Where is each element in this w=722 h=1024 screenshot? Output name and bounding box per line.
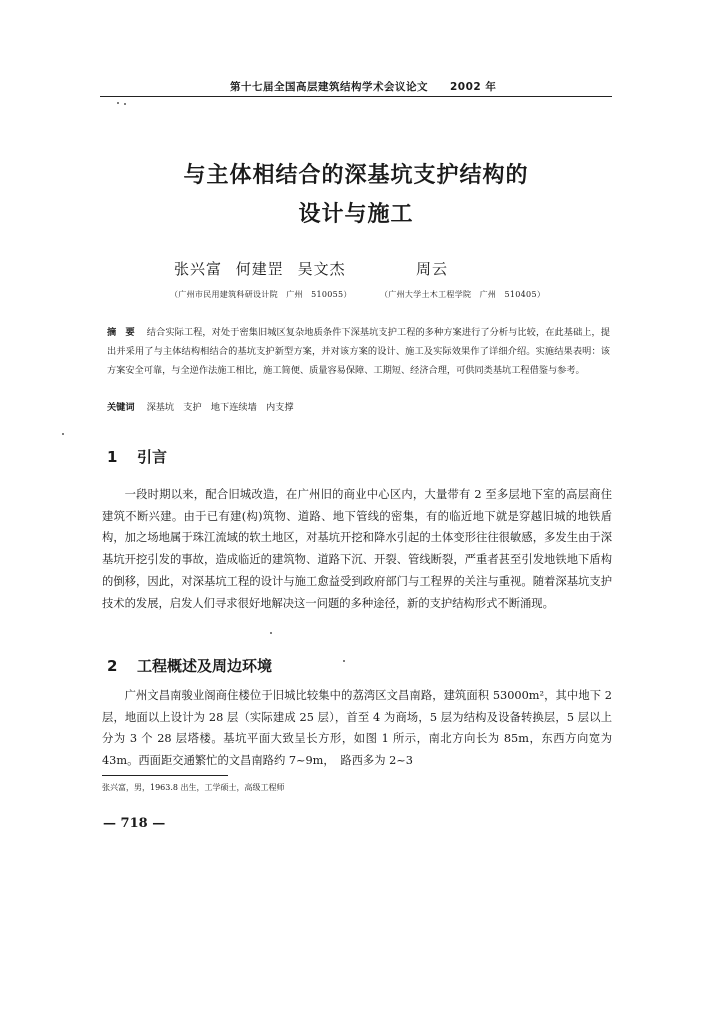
- section-paragraph: 广州文昌南骏业阁商住楼位于旧城比较集中的荔湾区文昌南路，建筑面积 53000m²，其中地下 2 层，地面以上设计为 28 层（实际建成 25 层），首至 4 为商场，5 层为结构及设备转换层，5 层以上分为 3 个 28 层塔楼。基坑平面大致呈长方形，如图 1 所示，南北方向长为 85m，东西方向宽为 43m。西面距交通繁忙的文昌南路约 7~9m， 路西多为 2~3: [102, 689, 612, 768]
- paper-title-line-1: 与主体相结合的深基坑支护结构的: [183, 163, 529, 188]
- scan-speck: [117, 102, 119, 104]
- abstract: [107, 323, 610, 380]
- author-name: 吴文杰: [297, 260, 346, 278]
- author-list: [174, 258, 354, 279]
- section-title: 引言: [137, 448, 168, 466]
- keywords: [107, 399, 610, 413]
- section-number: 1: [107, 448, 118, 466]
- running-header-text: 第十七届全国高层建筑结构学术会议论文 2002 年: [230, 81, 497, 93]
- section-heading-introduction: [107, 446, 167, 467]
- section-title: 工程概述及周边环境: [137, 657, 273, 675]
- scan-speck: [270, 632, 272, 634]
- affiliation-right: （广州大学土木工程学院 广州 510405）: [380, 290, 546, 299]
- keywords-text: 深基坑 支护 地下连续墙 内支撑: [146, 402, 294, 413]
- abstract-label: 摘 要: [107, 327, 135, 338]
- author-name: 周云: [416, 260, 449, 278]
- paper-title-line-2: 设计与施工: [298, 202, 414, 227]
- author-name: 张兴富: [174, 260, 223, 278]
- affiliation-left: （广州市民用建筑科研设计院 广州 510055）: [170, 290, 352, 299]
- scan-speck: [62, 433, 64, 435]
- scan-speck: [124, 103, 126, 105]
- footnote: 张兴富，男，1963.8 出生，工学硕士，高级工程师: [102, 783, 285, 792]
- section-paragraph: 一段时期以来，配合旧城改造，在广州旧的商业中心区内，大量带有 2 至多层地下室的高层商住建筑不断兴建。由于已有建(构)筑物、道路、地下管线的密集，有的临近地下就是穿越旧城的地铁盾构，加之场地属于珠江流域的软土地区，对基坑开挖和降水引起的土体变形往往很敏感，多发生由于深基坑开挖引发的事故，造成临近的建筑物、道路下沉、开裂、管线断裂，严重者甚至引发地铁地下盾构的倒移，因此，对深基坑工程的设计与施工愈益受到政府部门与工程界的关注与重视。随着深基坑支护技术的发展，启发人们寻求很好地解决这一问题的多种途径，新的支护结构形式不断涌现。: [102, 488, 612, 610]
- abstract-text: 结合实际工程，对处于密集旧城区复杂地质条件下深基坑支护工程的多种方案进行了分析与比较，在此基础上，提出并采用了与主体结构相结合的基坑支护新型方案，并对该方案的设计、施工及实际效果作了详细介绍。实施结果表明：该方案安全可靠，与全逆作法施工相比，施工简便、质量容易保障、工期短、经济合理，可供同类基坑工程借鉴与参考。: [107, 327, 610, 376]
- scan-speck: [343, 660, 345, 662]
- keywords-label: 关键词: [107, 402, 135, 413]
- footnote-divider: [102, 775, 228, 776]
- section-heading-project-overview: [107, 655, 272, 676]
- page-number: — 718 —: [103, 816, 166, 831]
- running-header: [100, 78, 612, 97]
- author-name: 何建罡: [235, 260, 284, 278]
- section-number: 2: [107, 657, 118, 675]
